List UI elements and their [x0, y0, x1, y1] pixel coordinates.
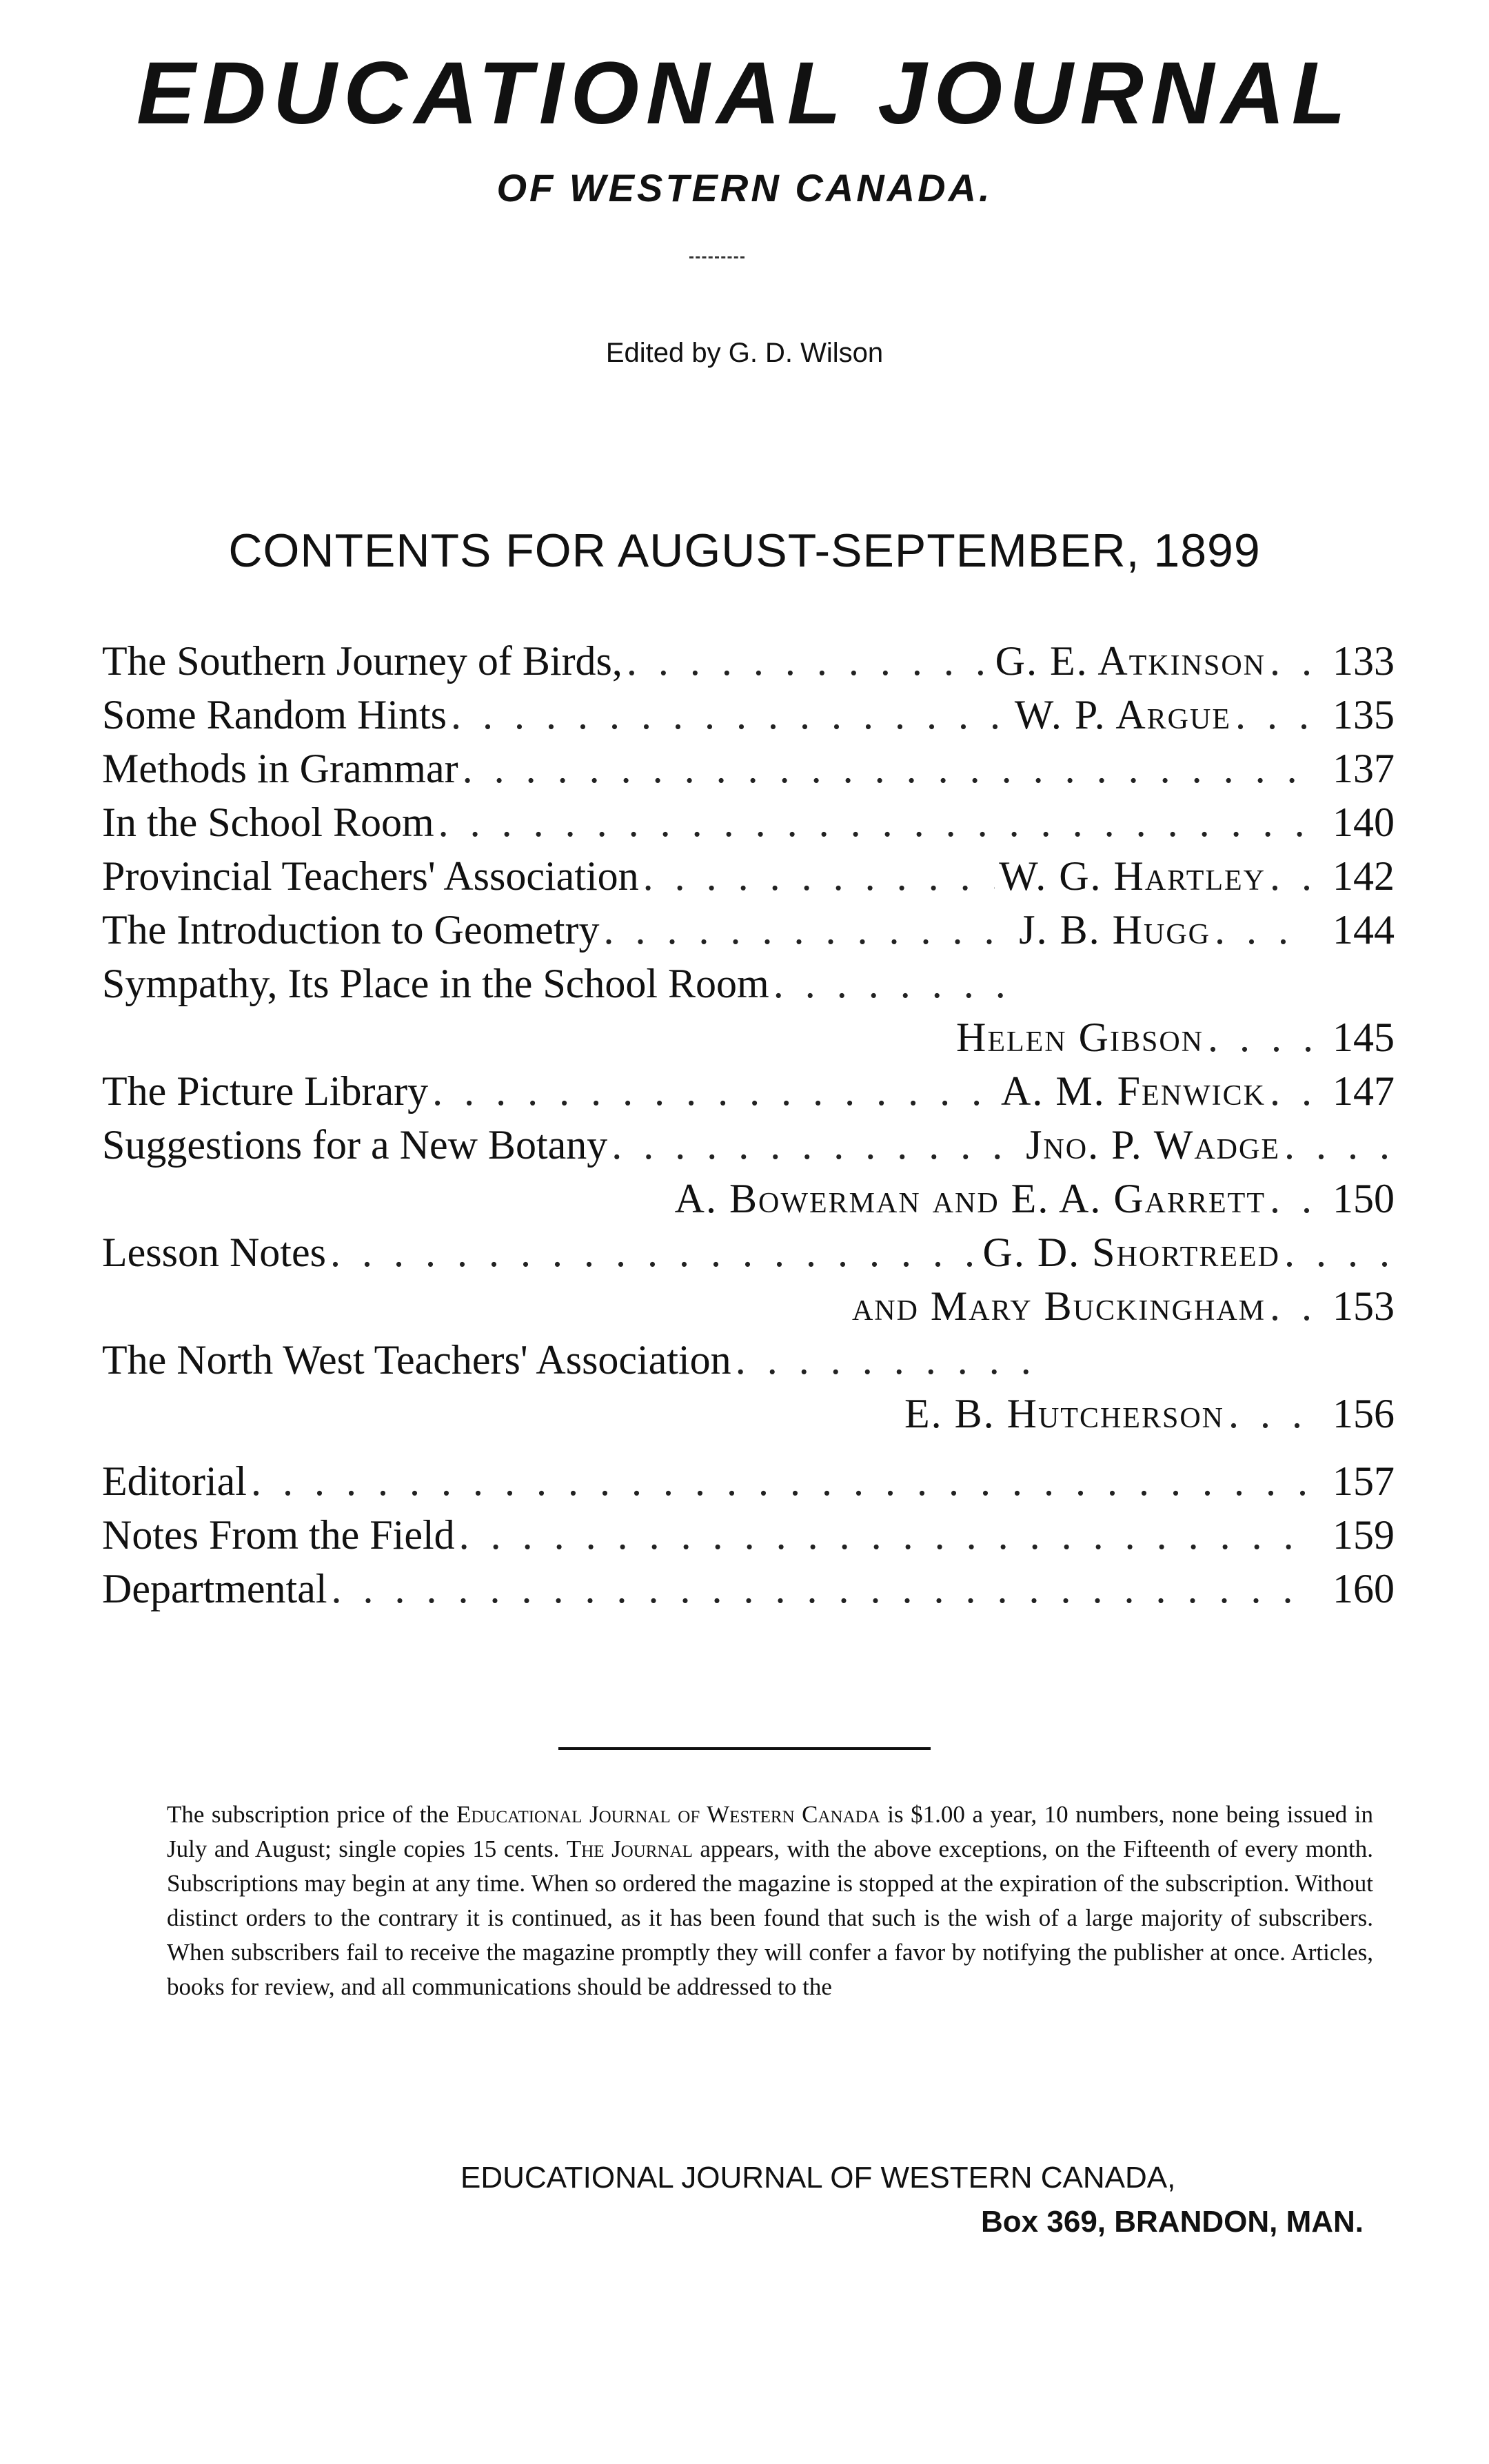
toc-entry: [102, 849, 1395, 903]
toc-title: Methods in Grammar: [102, 746, 458, 791]
toc-title: Suggestions for a New Botany: [102, 1122, 608, 1168]
toc-page: 156: [1333, 1391, 1395, 1436]
dot-leader: [251, 1454, 1311, 1508]
dot-leader: [1270, 1172, 1311, 1225]
masthead-subtitle: OF WESTERN CANADA.: [496, 166, 993, 210]
dot-leader: [736, 1333, 1046, 1387]
toc-author: G. D. Shortreed: [982, 1230, 1280, 1275]
toc-entry: [102, 795, 1395, 849]
publisher-box: Box 369, BRANDON, MAN.: [981, 2205, 1364, 2239]
toc-author: W. P. Argue: [1014, 692, 1231, 737]
toc-title: Sympathy, Its Place in the School Room: [102, 961, 769, 1006]
masthead-title: EDUCATIONAL JOURNAL: [136, 44, 1353, 143]
toc-page: 160: [1333, 1566, 1395, 1611]
toc-title: Notes From the Field: [102, 1512, 455, 1558]
toc-author: Helen Gibson: [956, 1015, 1204, 1060]
ornament-dash: [689, 256, 744, 258]
dot-leader: [1270, 634, 1311, 688]
toc-entry: [102, 957, 1395, 1010]
toc-entry-continuation: [102, 1387, 1395, 1440]
toc-entry-continuation: [102, 1010, 1395, 1064]
toc-page: 153: [1333, 1283, 1395, 1329]
editor-credit: Edited by G. D. Wilson: [605, 338, 884, 368]
toc-author: W. G. Hartley: [999, 853, 1266, 899]
dot-leader: [1208, 1010, 1311, 1064]
toc-title: Some Random Hints: [102, 692, 447, 737]
toc-title: Departmental: [102, 1566, 327, 1611]
dot-leader: [603, 903, 1015, 957]
publisher-address: [460, 2163, 1364, 2237]
dot-leader: [1270, 1279, 1311, 1333]
notice-journal-name: Educational Journal of Western Canada: [456, 1801, 880, 1828]
dot-leader: [438, 795, 1311, 849]
notice-journal-short: The Journal: [566, 1835, 693, 1862]
dot-leader: [463, 742, 1311, 795]
toc-page: 159: [1333, 1512, 1395, 1558]
notice-text: is $1.00 a year, 10 numbers, none being issued in July and August; single copies 15 cents.: [167, 1801, 1373, 1862]
notice-text: appears, with the above exceptions, on the Fifteenth of every month. Subscriptions may begin at any time. When so ordered the magazine is stopped at the expiration of the subscription. Without distinct orders to the contrary it is continued, as it has been found that such is the wish of a large majority of subscribers. When subscribers fail to receive the magazine promptly they will confer a favor by notifying the publisher at once. Articles, books for review, and all communications should be addressed to the: [167, 1835, 1373, 2000]
toc-page: 147: [1333, 1068, 1395, 1114]
toc-page: 137: [1333, 746, 1395, 791]
dot-leader: [451, 688, 1011, 742]
subscription-notice: [167, 1798, 1373, 2004]
toc-entry: [102, 1508, 1395, 1562]
publisher-name: EDUCATIONAL JOURNAL OF WESTERN CANADA,: [460, 2161, 1176, 2195]
toc-entry: [102, 688, 1395, 742]
toc-title: The North West Teachers' Association: [102, 1337, 731, 1383]
toc-entry-continuation: [102, 1172, 1395, 1225]
toc-author: E. B. Hutcherson: [904, 1391, 1224, 1436]
dot-leader: [627, 634, 991, 688]
toc-title: The Southern Journey of Birds,: [102, 638, 622, 684]
toc-author: G. E. Atkinson: [995, 638, 1266, 684]
toc-title: In the School Room: [102, 800, 434, 845]
toc-entry: [102, 1454, 1395, 1508]
dot-leader: [643, 849, 995, 903]
toc-title: Lesson Notes: [102, 1230, 326, 1275]
dot-leader: [611, 1118, 1022, 1172]
dot-leader: [459, 1508, 1311, 1562]
notice-text: The subscription price of the: [167, 1801, 456, 1828]
toc-title: Provincial Teachers' Association: [102, 853, 639, 899]
toc-entry-continuation: [102, 1279, 1395, 1333]
table-of-contents: [102, 634, 1395, 1616]
dot-leader: [330, 1225, 979, 1279]
toc-entry: [102, 1562, 1395, 1616]
toc-page: 133: [1333, 638, 1395, 684]
dot-leader: [1270, 849, 1311, 903]
toc-title: The Picture Library: [102, 1068, 429, 1114]
toc-page: 140: [1333, 800, 1395, 845]
toc-page: 157: [1333, 1458, 1395, 1504]
dot-leader: [332, 1562, 1311, 1616]
toc-author: A. Bowerman and E. A. Garrett: [674, 1176, 1266, 1221]
toc-entry: [102, 903, 1395, 957]
toc-entry: [102, 634, 1395, 688]
toc-title: Editorial: [102, 1458, 247, 1504]
dot-leader: [1284, 1225, 1395, 1279]
dot-leader: [432, 1064, 997, 1118]
toc-page: 150: [1333, 1176, 1395, 1221]
toc-page: 145: [1333, 1015, 1395, 1060]
dot-leader: [1215, 903, 1311, 957]
toc-entry: [102, 742, 1395, 795]
toc-author: A. M. Fenwick: [1000, 1068, 1266, 1114]
toc-entry: [102, 1118, 1395, 1172]
toc-title: The Introduction to Geometry: [102, 907, 600, 953]
dot-leader: [1284, 1118, 1395, 1172]
toc-page: 135: [1333, 692, 1395, 737]
toc-entry: [102, 1064, 1395, 1118]
toc-entry: [102, 1225, 1395, 1279]
section-rule: [558, 1747, 931, 1750]
toc-entry: [102, 1333, 1395, 1387]
toc-page: 142: [1333, 853, 1395, 899]
toc-author: J. B. Hugg: [1019, 907, 1211, 953]
toc-author: and Mary Buckingham: [851, 1283, 1266, 1329]
toc-author: Jno. P. Wadge: [1026, 1122, 1280, 1168]
dot-leader: [773, 957, 1008, 1010]
contents-heading: CONTENTS FOR AUGUST-SEPTEMBER, 1899: [228, 525, 1261, 577]
toc-page: 144: [1333, 907, 1395, 953]
dot-leader: [1270, 1064, 1311, 1118]
dot-leader: [1228, 1387, 1311, 1440]
dot-leader: [1235, 688, 1311, 742]
